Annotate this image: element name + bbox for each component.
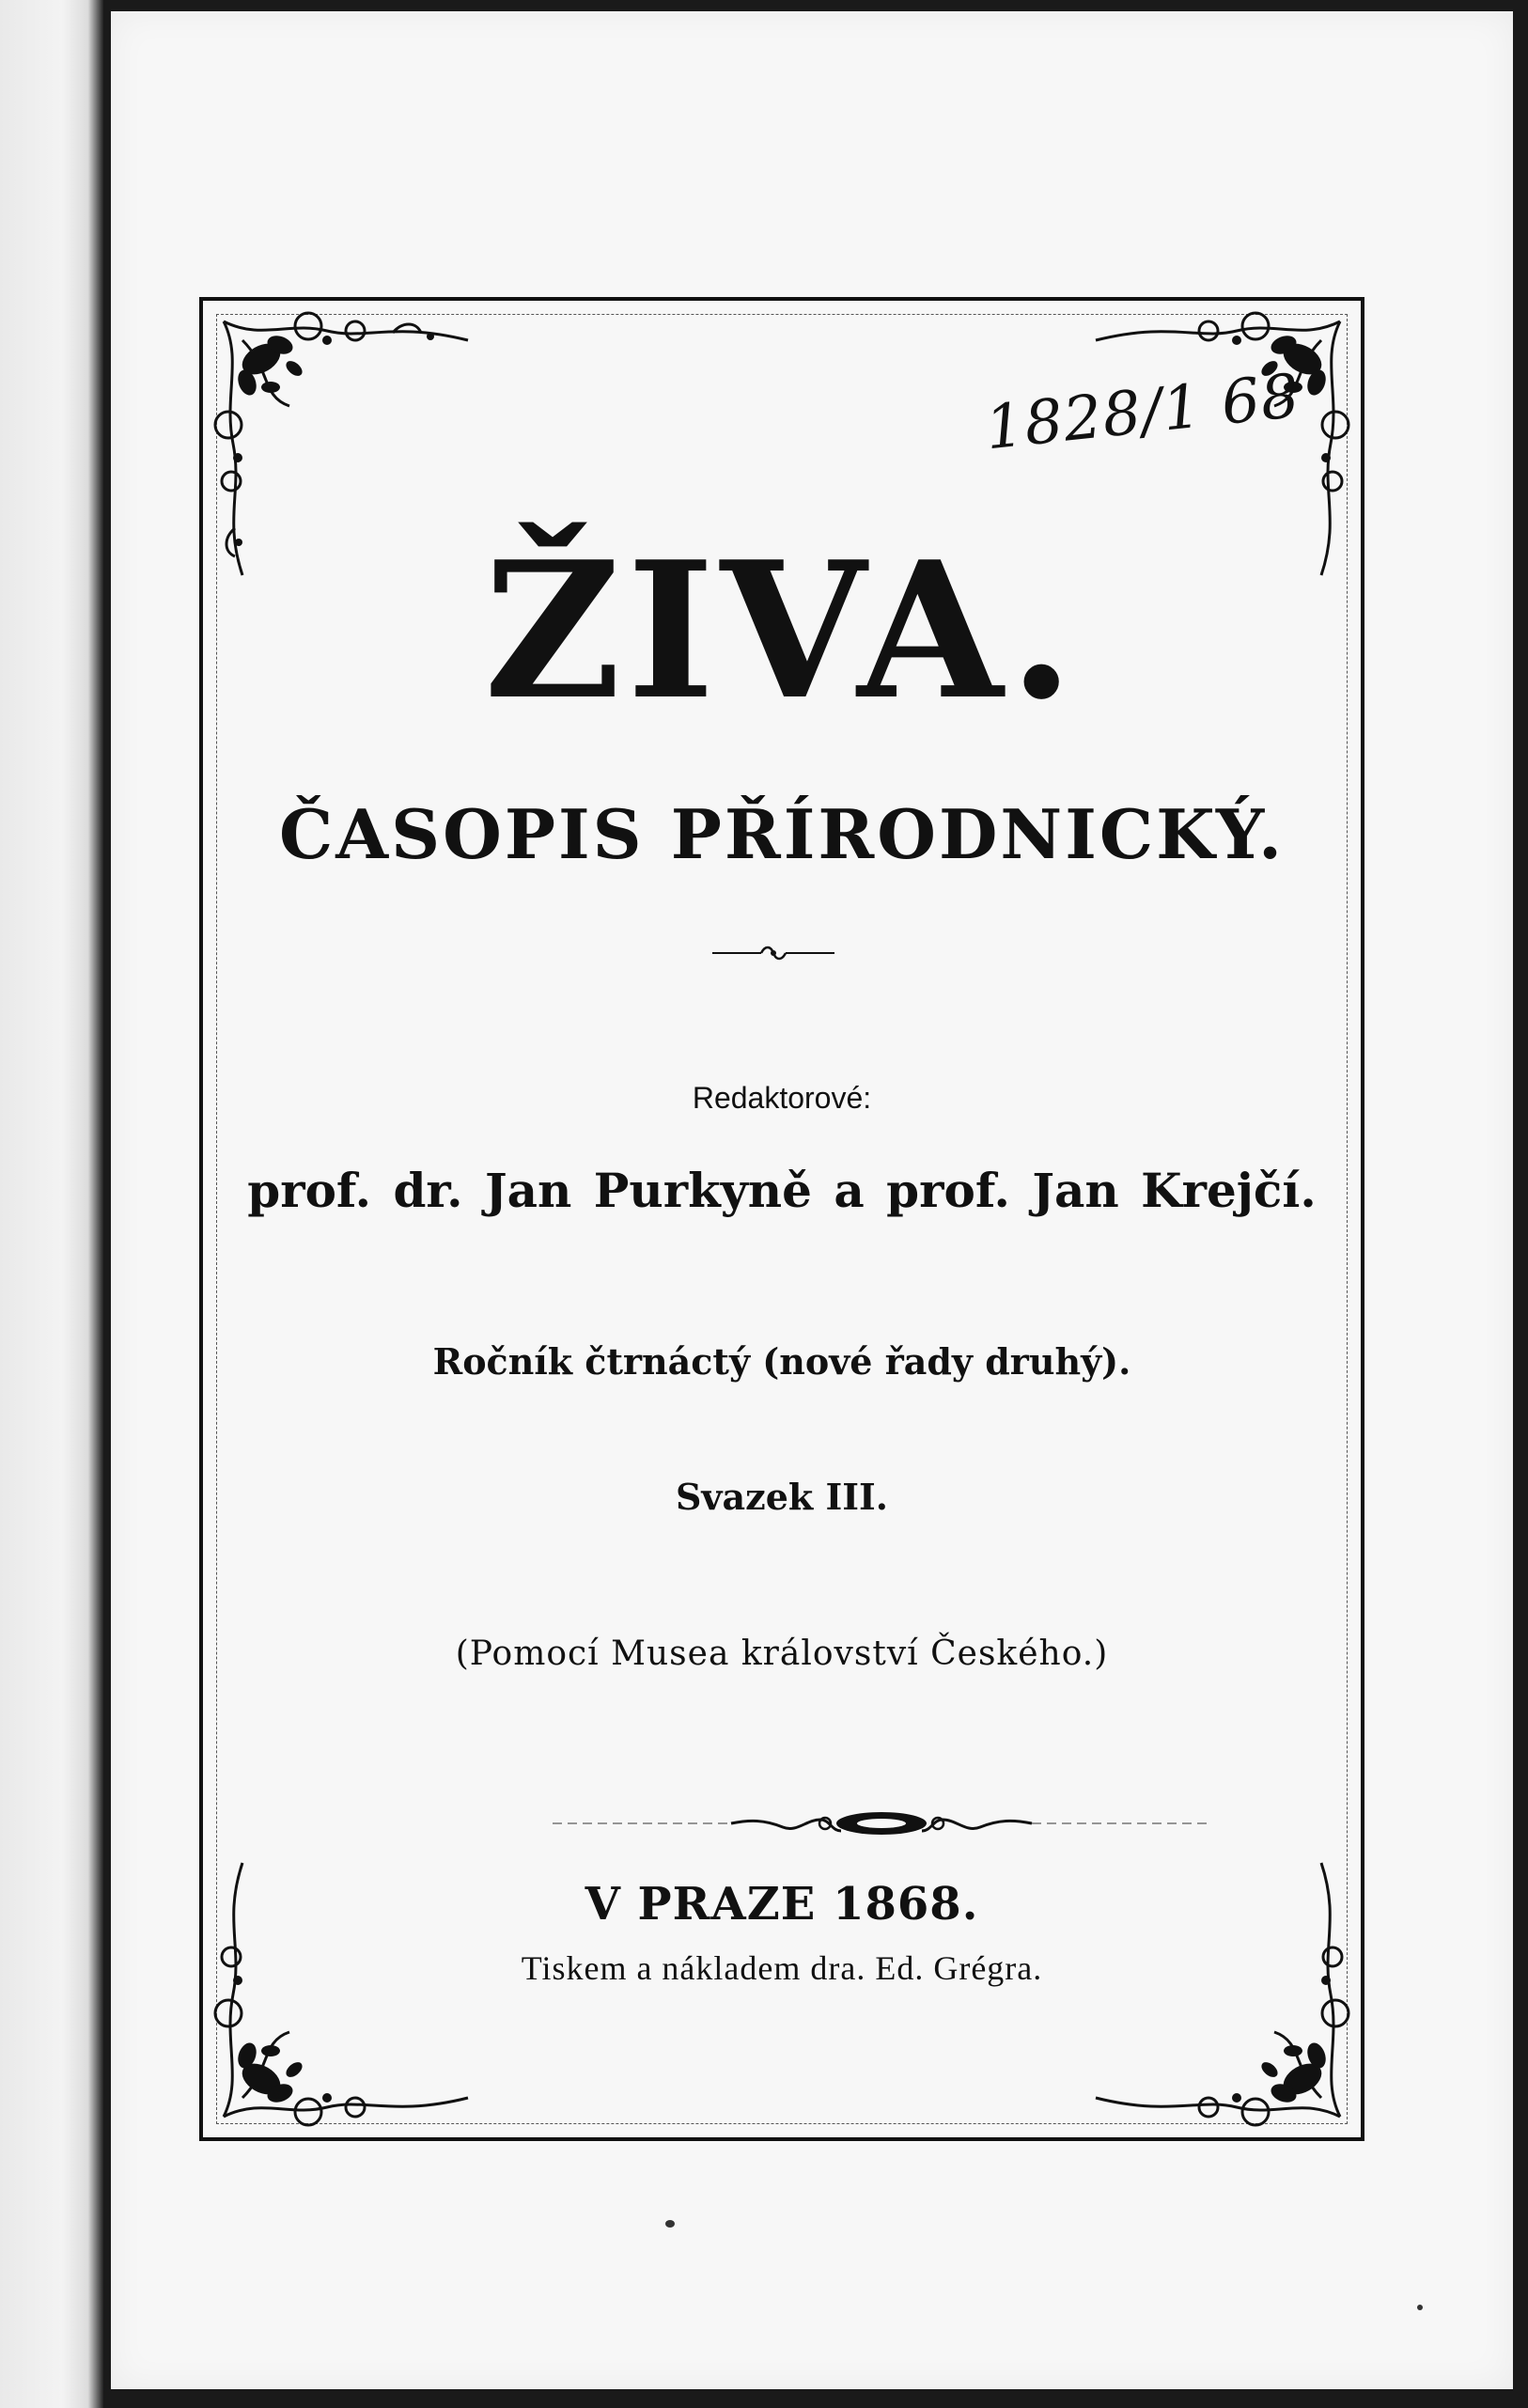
page-subtitle: ČASOPIS PŘÍRODNICKÝ. (278, 794, 1286, 874)
title-page (111, 11, 1513, 2389)
volume-info: Ročník čtrnáctý (nové řady druhý). (432, 1340, 1131, 1383)
page-title: ŽIVA. (483, 521, 1080, 742)
support-note: (Pomocí Musea království Českého.) (455, 1634, 1109, 1673)
scan-speck (665, 2220, 675, 2228)
adjacent-page-edge (0, 0, 103, 2408)
scroll-divider-icon (553, 1803, 1210, 1840)
manuscript-shelf-mark: 1828/1 68 (982, 361, 1303, 464)
editors-label: Redaktorové: (692, 1081, 872, 1115)
place-and-year: V PRAZE 1868. (585, 1878, 979, 1931)
part-info: Svazek III. (675, 1476, 888, 1518)
scroll-divider-icon (712, 944, 834, 962)
editors-names: prof. dr. Jan Purkyně a prof. Jan Krejčí. (247, 1163, 1317, 1218)
scan-speck (1417, 2305, 1423, 2310)
printer-imprint: Tiskem a nákladem dra. Ed. Grégra. (521, 1949, 1043, 1987)
